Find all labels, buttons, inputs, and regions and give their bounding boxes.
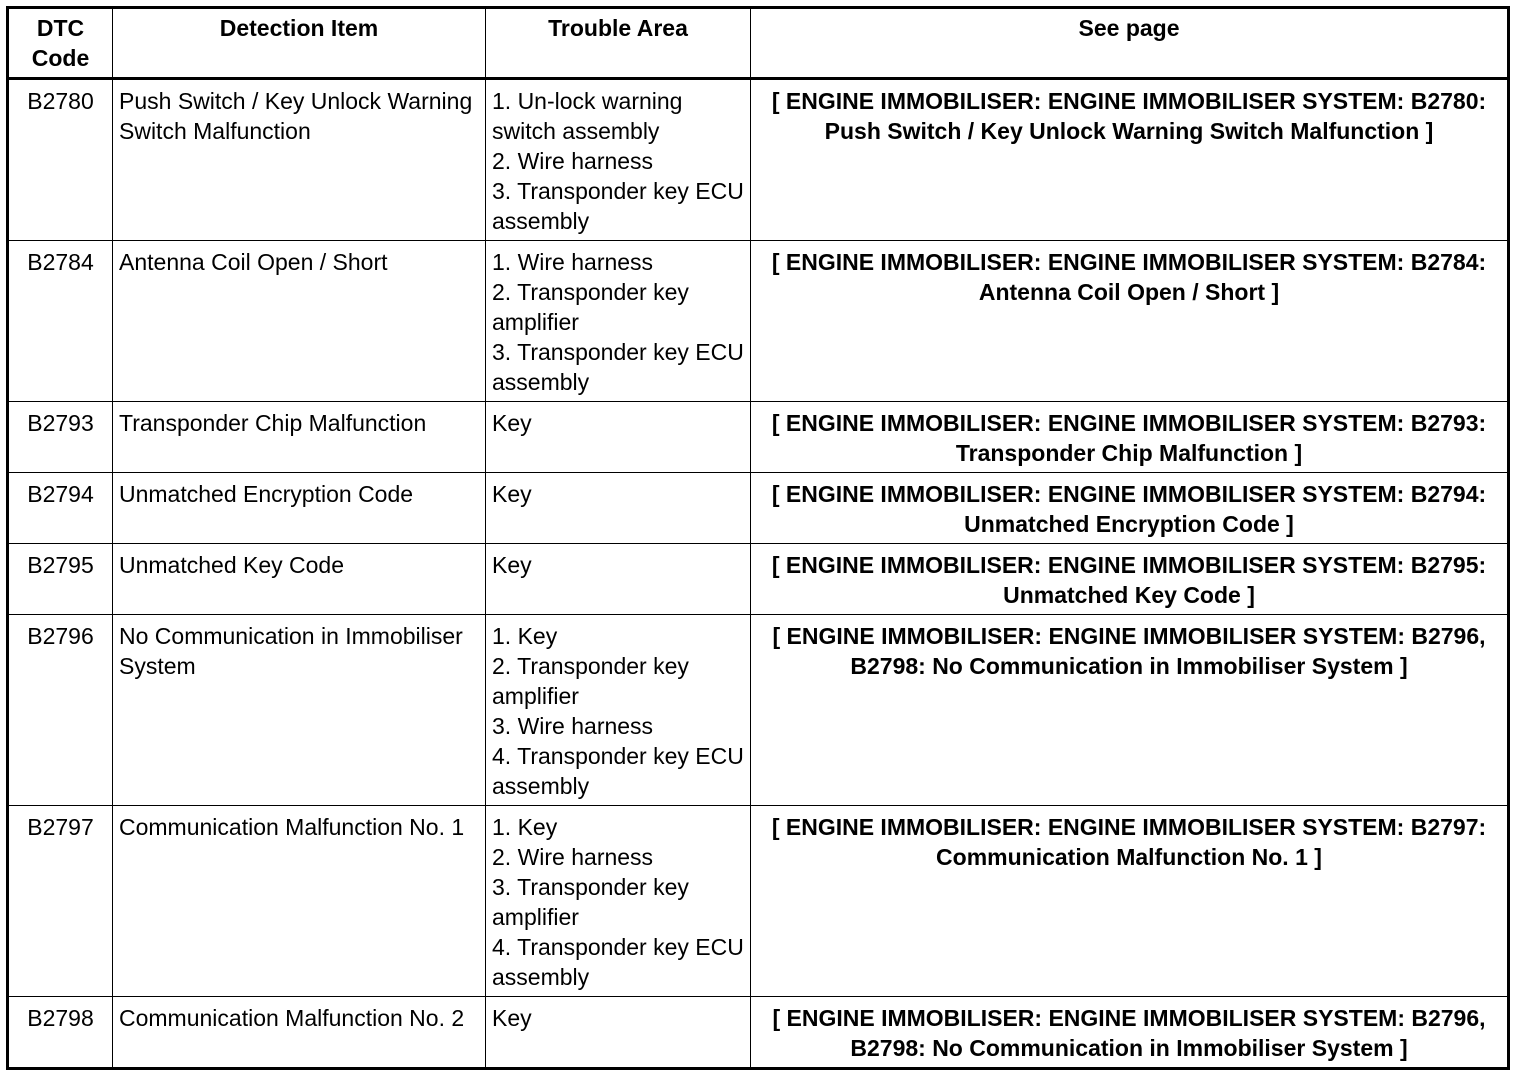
detection-item-cell: Communication Malfunction No. 2 [113,997,486,1069]
trouble-area-line: Key [492,552,532,578]
table-row [8,473,1509,544]
trouble-area-cell [486,473,751,544]
detection-item-cell: Transponder Chip Malfunction [113,402,486,473]
table-row [8,402,1509,473]
see-page-link[interactable]: [ ENGINE IMMOBILISER: ENGINE IMMOBILISER SYSTEM: B2796, B2798: No Communication in Immobiliser System ] [751,997,1509,1069]
dtc-code-cell: B2784 [8,241,113,402]
dtc-code-cell: B2795 [8,544,113,615]
trouble-area-line: 1. Wire harness [492,249,654,275]
trouble-area-line: Key [492,481,532,507]
table-row [8,79,1509,241]
table-row [8,806,1509,997]
header-trouble-area: Trouble Area [486,8,751,79]
trouble-area-cell [486,997,751,1069]
detection-item-cell: Unmatched Encryption Code [113,473,486,544]
trouble-area-line: 2. Transponder key amplifier [492,279,689,335]
trouble-area-cell [486,544,751,615]
detection-item-cell: Unmatched Key Code [113,544,486,615]
detection-item-cell: Push Switch / Key Unlock Warning Switch Malfunction [113,79,486,241]
see-page-link[interactable]: [ ENGINE IMMOBILISER: ENGINE IMMOBILISER SYSTEM: B2793: Transponder Chip Malfunction ] [751,402,1509,473]
dtc-code-cell: B2780 [8,79,113,241]
header-dtc-code: DTC Code [8,8,113,79]
trouble-area-line: 1. Un-lock warning switch assembly [492,88,683,144]
see-page-link[interactable]: [ ENGINE IMMOBILISER: ENGINE IMMOBILISER SYSTEM: B2784: Antenna Coil Open / Short ] [751,241,1509,402]
trouble-area-cell [486,402,751,473]
trouble-area-line: 4. Transponder key ECU assembly [492,934,744,990]
trouble-area-line: 3. Transponder key ECU assembly [492,178,744,234]
trouble-area-line: 2. Wire harness [492,844,654,870]
detection-item-cell: Antenna Coil Open / Short [113,241,486,402]
trouble-area-line: Key [492,410,532,436]
trouble-area-line: Key [492,1005,532,1031]
see-page-link[interactable]: [ ENGINE IMMOBILISER: ENGINE IMMOBILISER SYSTEM: B2796, B2798: No Communication in Immobiliser System ] [751,615,1509,806]
table-row [8,241,1509,402]
detection-item-cell: Communication Malfunction No. 1 [113,806,486,997]
dtc-code-cell: B2794 [8,473,113,544]
dtc-code-cell: B2798 [8,997,113,1069]
trouble-area-line: 1. Key [492,814,558,840]
table-header-row [8,8,1509,79]
see-page-link[interactable]: [ ENGINE IMMOBILISER: ENGINE IMMOBILISER SYSTEM: B2780: Push Switch / Key Unlock Warning Switch Malfunction ] [751,79,1509,241]
trouble-area-line: 4. Transponder key ECU assembly [492,743,744,799]
see-page-link[interactable]: [ ENGINE IMMOBILISER: ENGINE IMMOBILISER SYSTEM: B2795: Unmatched Key Code ] [751,544,1509,615]
trouble-area-line: 1. Key [492,623,558,649]
header-detection-item: Detection Item [113,8,486,79]
trouble-area-cell [486,79,751,241]
see-page-link[interactable]: [ ENGINE IMMOBILISER: ENGINE IMMOBILISER SYSTEM: B2794: Unmatched Encryption Code ] [751,473,1509,544]
trouble-area-line: 3. Transponder key ECU assembly [492,339,744,395]
detection-item-cell: No Communication in Immobiliser System [113,615,486,806]
dtc-table [6,6,1510,1070]
dtc-code-cell: B2796 [8,615,113,806]
trouble-area-line: 3. Transponder key amplifier [492,874,689,930]
dtc-code-cell: B2797 [8,806,113,997]
header-see-page: See page [751,8,1509,79]
table-row [8,544,1509,615]
table-row [8,997,1509,1069]
see-page-link[interactable]: [ ENGINE IMMOBILISER: ENGINE IMMOBILISER SYSTEM: B2797: Communication Malfunction No. 1 ] [751,806,1509,997]
trouble-area-line: 3. Wire harness [492,713,654,739]
trouble-area-cell [486,806,751,997]
dtc-code-cell: B2793 [8,402,113,473]
trouble-area-line: 2. Transponder key amplifier [492,653,689,709]
trouble-area-cell [486,241,751,402]
table-row [8,615,1509,806]
trouble-area-line: 2. Wire harness [492,148,654,174]
trouble-area-cell [486,615,751,806]
